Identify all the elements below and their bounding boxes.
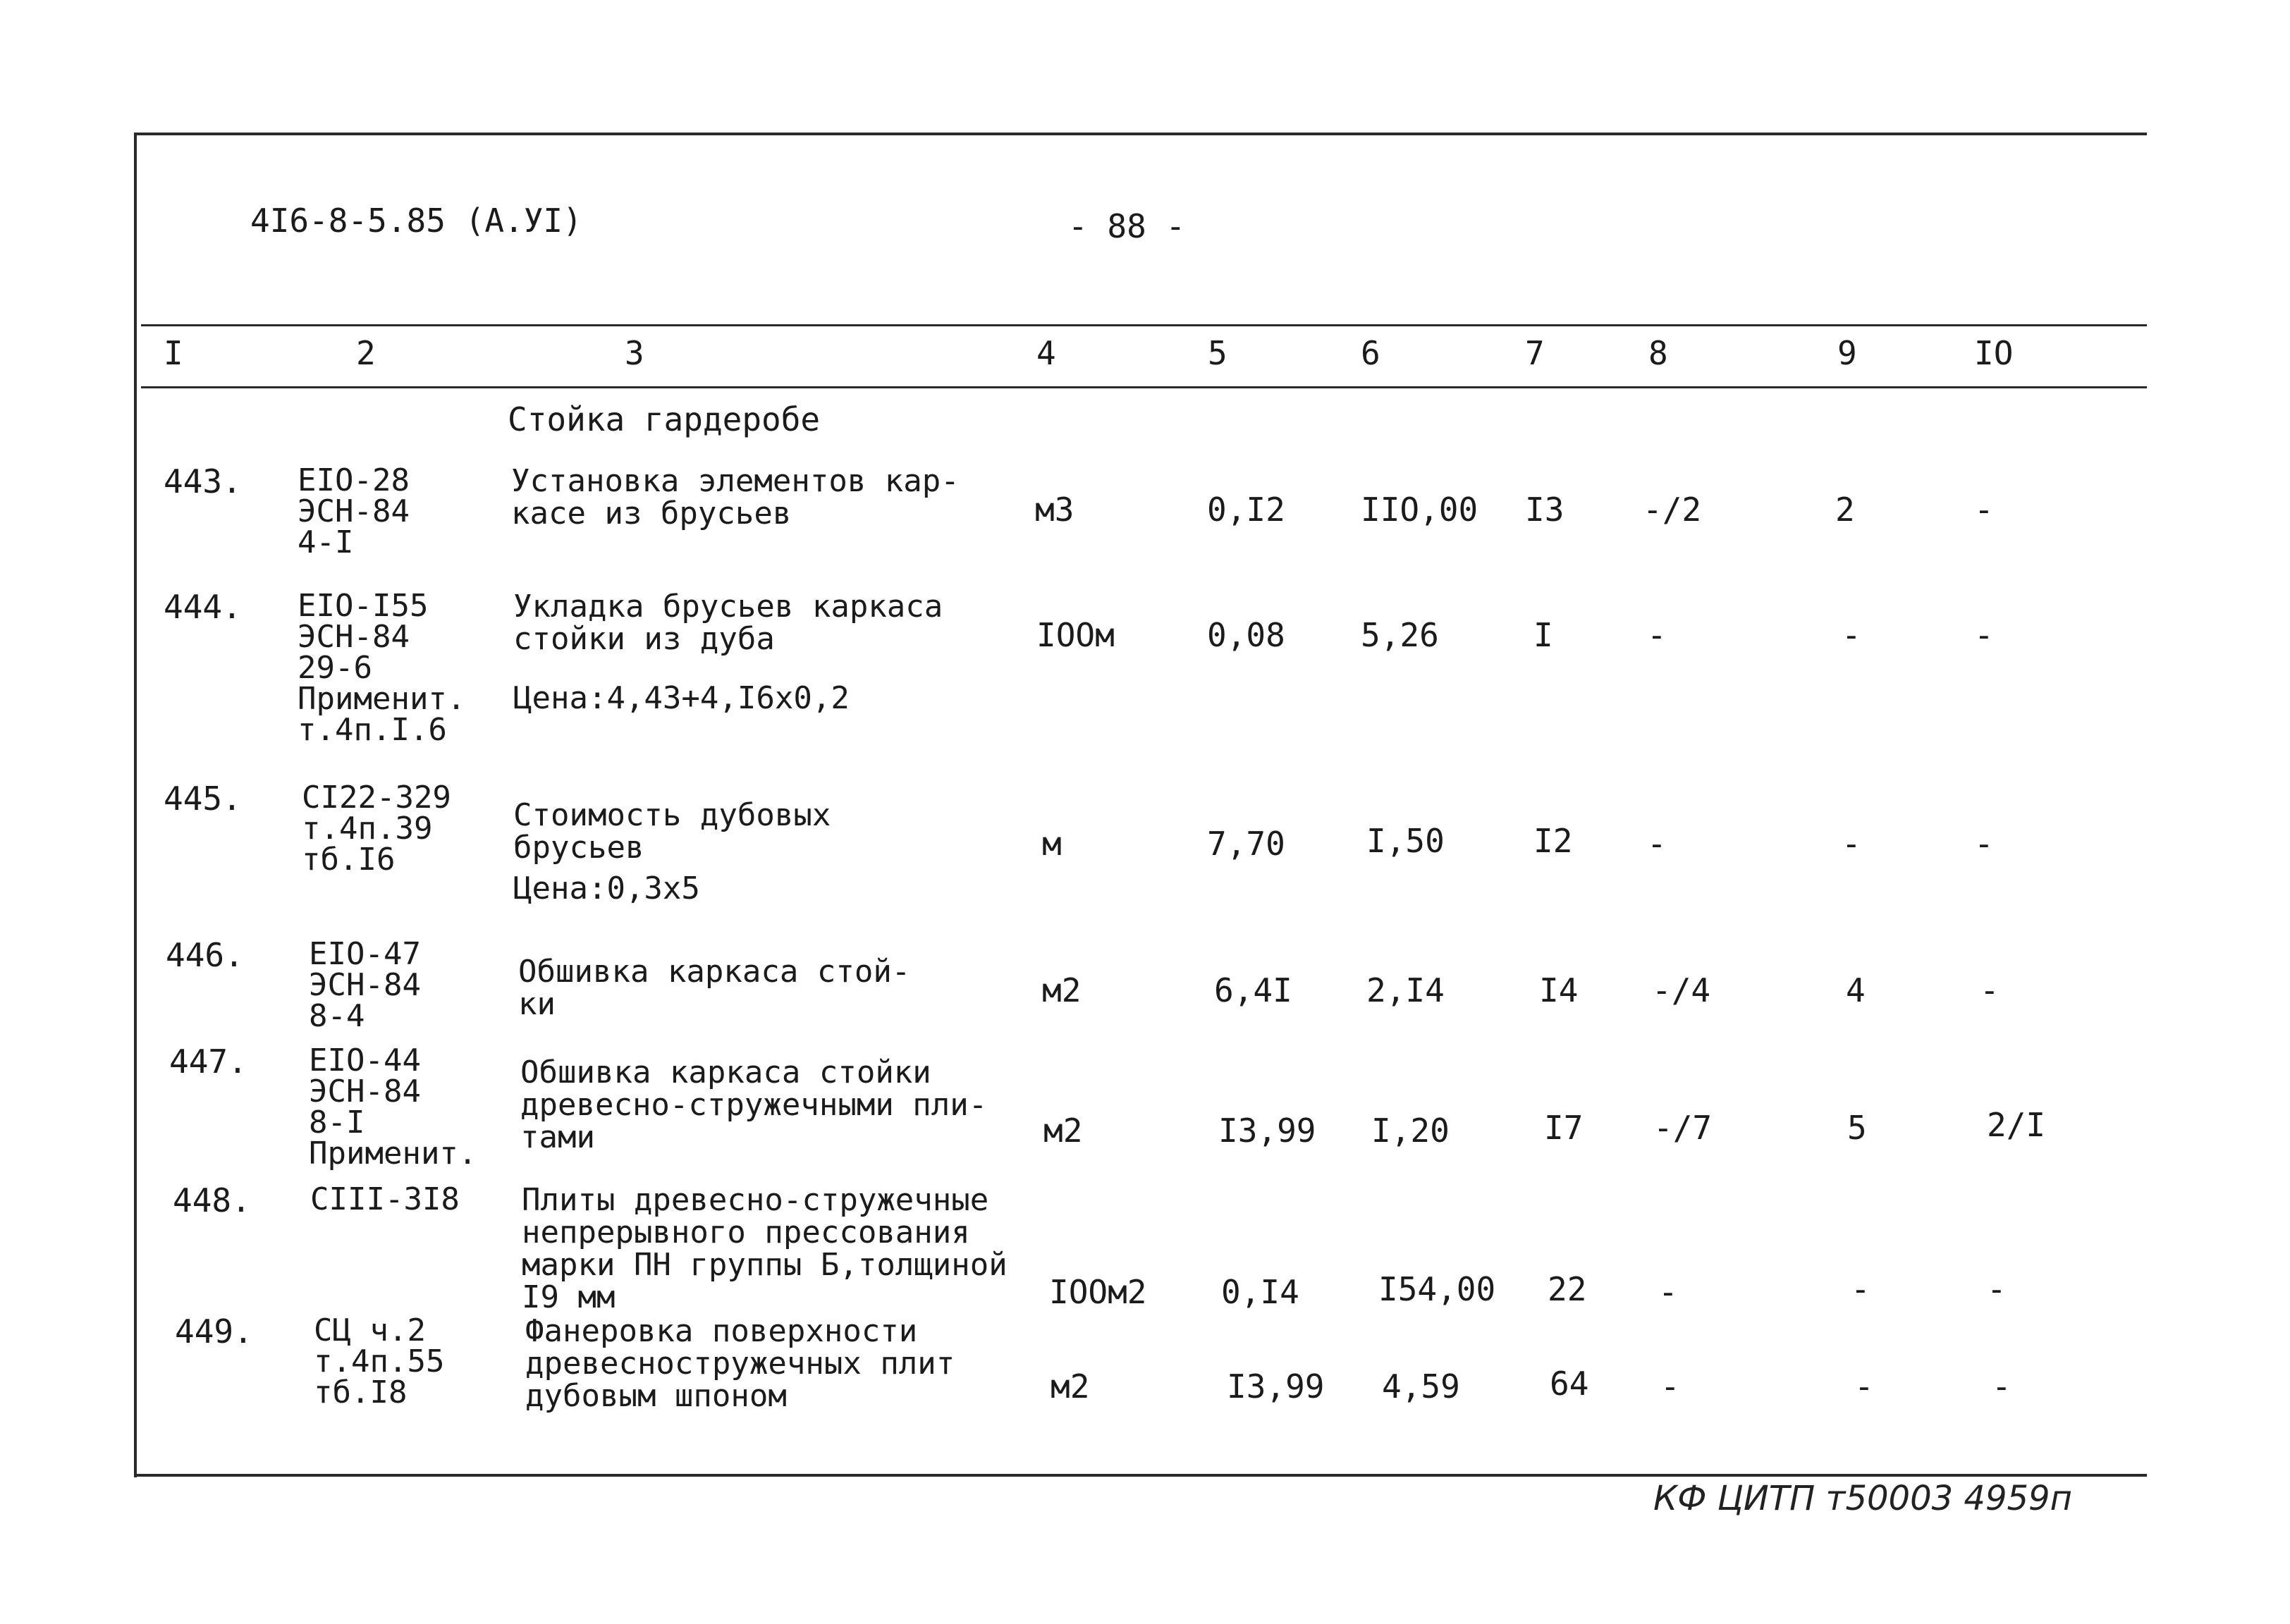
column-header-10: IO	[1974, 334, 2014, 372]
row-price: I54,00	[1378, 1270, 1496, 1308]
row-code: EIO-44 ЭСН-84 8-I Применит.	[309, 1042, 477, 1171]
row-quantity: 0,I4	[1221, 1273, 1299, 1311]
row-price: 2,I4	[1366, 971, 1445, 1009]
row-quantity: 6,4I	[1214, 971, 1292, 1009]
row-unit: м2	[1043, 1112, 1083, 1150]
row-col8: -/2	[1643, 491, 1702, 529]
row-description: Обшивка каркаса стой- ки	[518, 954, 911, 1022]
row-quantity: 0,I2	[1207, 491, 1285, 529]
row-description: Укладка брусьев каркаса стойки из дуба	[513, 589, 943, 657]
row-col10: -	[1980, 971, 2000, 1009]
row-col7: I3	[1525, 491, 1565, 529]
row-number: 444.	[164, 588, 242, 626]
doc-code: 4I6-8-5.85 (А.УI)	[250, 202, 582, 240]
row-unit: IOOм	[1036, 616, 1115, 654]
row-col10: -	[1974, 616, 1994, 654]
row-col8: -	[1647, 616, 1667, 654]
row-col8: -	[1647, 825, 1667, 863]
row-col7: I7	[1544, 1109, 1584, 1147]
row-quantity: I3,99	[1227, 1367, 1325, 1405]
row-code: EIO-28 ЭСН-84 4-I	[298, 462, 410, 560]
page-number: - 88 -	[1068, 207, 1186, 245]
row-col10: -	[1974, 491, 1994, 529]
row-price: 5,26	[1361, 616, 1439, 654]
row-col7: I2	[1533, 822, 1573, 860]
row-price: I,20	[1371, 1112, 1450, 1150]
header-bottom-rule	[141, 386, 2147, 388]
column-header-9: 9	[1837, 334, 1857, 372]
column-header-3: 3	[625, 334, 644, 372]
column-header-5: 5	[1208, 334, 1227, 372]
row-col7: I4	[1539, 971, 1579, 1009]
row-code: EIO-47 ЭСН-84 8-4	[309, 936, 421, 1034]
row-number: 446.	[166, 936, 244, 974]
row-number: 449.	[175, 1312, 253, 1351]
row-description: Установка элементов кар- касе из брусьев	[511, 463, 960, 531]
row-price-note: Цена:0,3х5	[513, 871, 700, 906]
row-col10: -	[1987, 1270, 2007, 1308]
row-number: 447.	[169, 1042, 247, 1081]
row-description: Обшивка каркаса стойки древесно-стружечными пли- тами	[520, 1054, 988, 1155]
frame-top-border	[134, 133, 2147, 135]
row-unit: м	[1042, 825, 1062, 863]
row-unit: м2	[1051, 1367, 1090, 1405]
row-col9: -	[1842, 825, 1861, 863]
row-col10: 2/I	[1987, 1106, 2046, 1144]
row-price: 4,59	[1382, 1367, 1460, 1405]
row-code: EIO-I55 ЭСН-84 29-6 Применит. т.4п.I.6	[298, 588, 466, 748]
row-price: IIO,00	[1361, 491, 1478, 529]
row-price: I,50	[1366, 822, 1445, 860]
row-code: СЦ ч.2 т.4п.55 тб.I8	[314, 1312, 445, 1410]
row-number: 445.	[164, 780, 242, 818]
row-description: Плиты древесно-стружечные непрерывного прессования марки ПН группы Б,толщиной I9 мм	[522, 1182, 1008, 1315]
row-number: 448.	[173, 1181, 251, 1219]
row-quantity: 7,70	[1207, 825, 1285, 863]
row-col9: 2	[1835, 491, 1855, 529]
section-title: Стойка гардеробе	[508, 400, 821, 438]
row-col10: -	[1974, 825, 1994, 863]
row-description: Фанеровка поверхности древесностружечных плит дубовым шпоном	[525, 1313, 955, 1414]
column-header-1: I	[164, 334, 183, 372]
row-col8: -/7	[1653, 1109, 1713, 1147]
row-col7: 22	[1548, 1270, 1587, 1308]
row-col9: -	[1851, 1270, 1870, 1308]
row-col9: 5	[1847, 1109, 1867, 1147]
column-header-6: 6	[1361, 334, 1380, 372]
column-header-4: 4	[1036, 334, 1056, 372]
column-header-7: 7	[1525, 334, 1545, 372]
row-col9: -	[1854, 1367, 1874, 1405]
frame-left-border	[134, 133, 137, 1477]
row-unit: IOOм2	[1049, 1273, 1147, 1311]
row-number: 443.	[164, 462, 242, 500]
row-col7: I	[1533, 616, 1553, 654]
row-col8: -	[1658, 1273, 1678, 1311]
row-col9: 4	[1846, 971, 1866, 1009]
row-unit: м3	[1035, 491, 1074, 529]
row-code: CIII-3I8	[310, 1181, 460, 1217]
row-price-note: Цена:4,43+4,I6х0,2	[513, 680, 850, 716]
row-col9: -	[1842, 616, 1861, 654]
row-quantity: I3,99	[1218, 1112, 1316, 1150]
row-code: CI22-329 т.4п.39 тб.I6	[302, 780, 451, 878]
row-description: Стоимость дубовых брусьев	[513, 797, 831, 866]
row-col10: -	[1992, 1367, 2012, 1405]
row-col8: -/4	[1652, 971, 1711, 1009]
column-header-8: 8	[1648, 334, 1668, 372]
row-col8: -	[1660, 1367, 1680, 1405]
archive-stamp: КФ ЦИТП т50003 4959п	[1653, 1479, 2072, 1518]
row-unit: м2	[1042, 971, 1082, 1009]
header-top-rule	[141, 324, 2147, 326]
row-quantity: 0,08	[1207, 616, 1285, 654]
row-col7: 64	[1550, 1365, 1589, 1403]
column-header-2: 2	[356, 334, 376, 372]
frame-bottom-border	[134, 1474, 2147, 1477]
